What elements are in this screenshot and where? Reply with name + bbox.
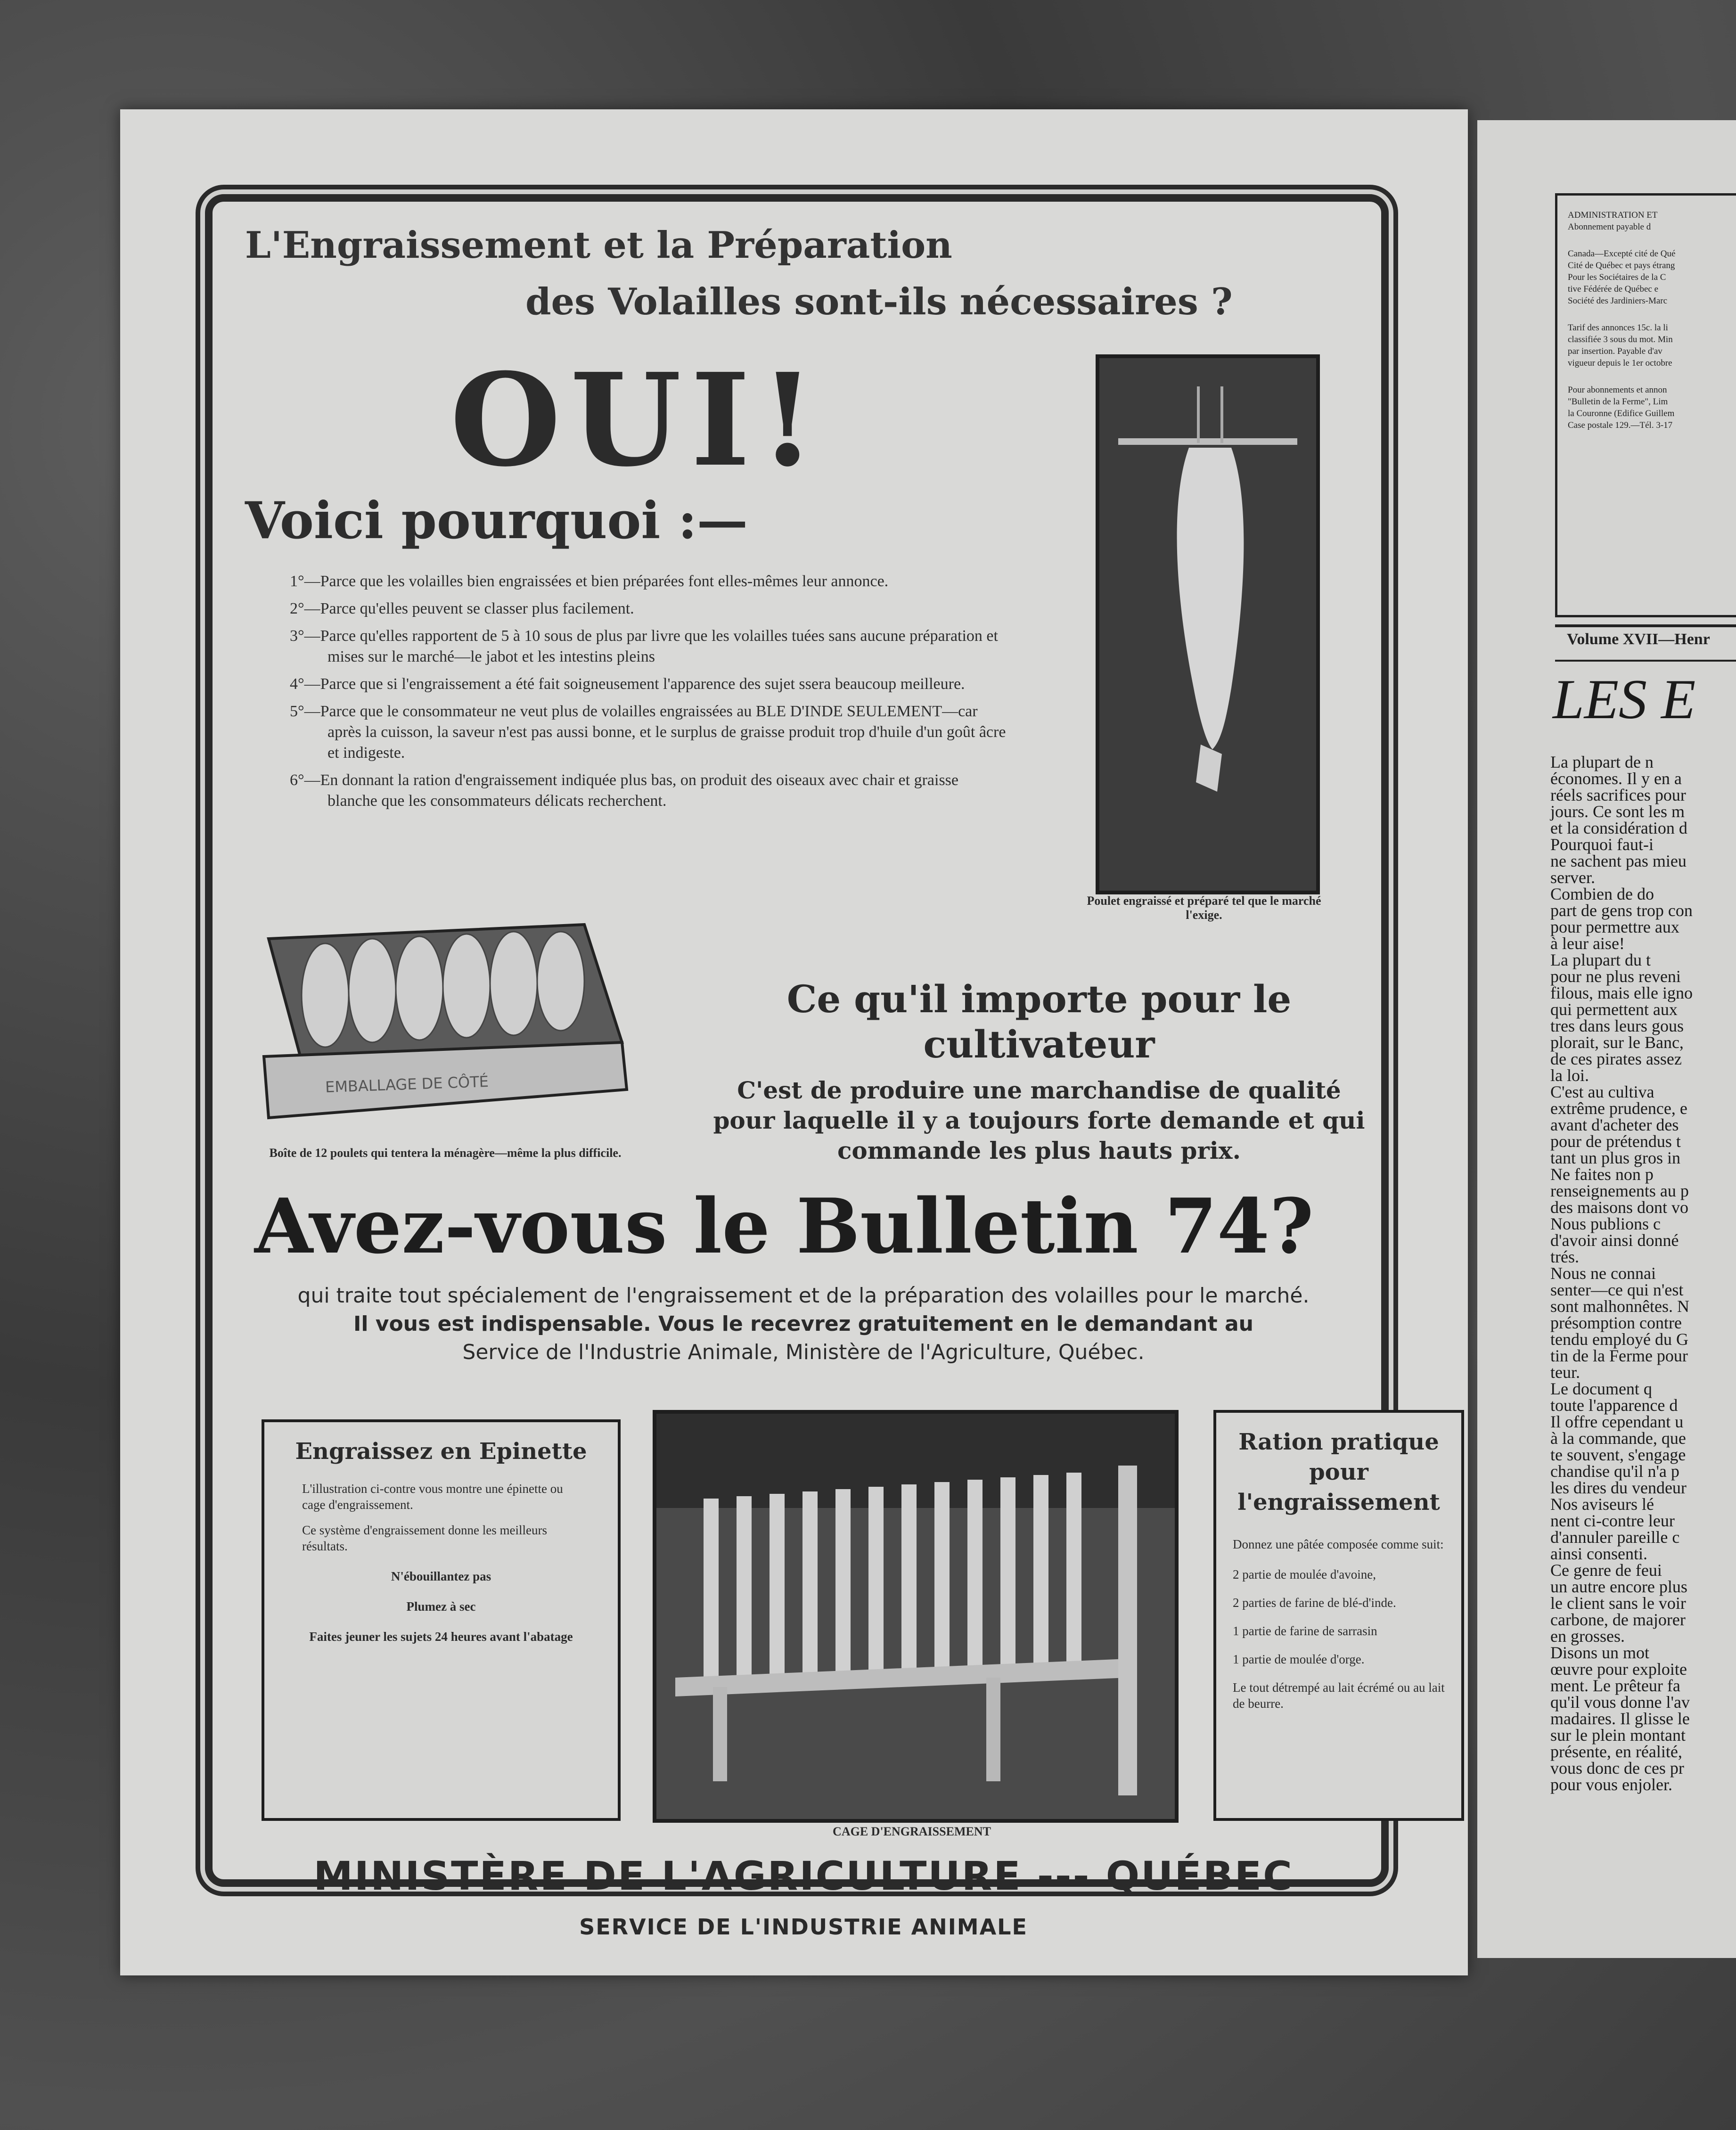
chicken-box-illustration [254,920,631,1132]
epinette-p5: Faites jeuner les sujets 24 heures avant l'abatage [309,1630,573,1644]
ad-title-line2: des Volailles sont-ils nécessaires ? [525,280,1233,323]
article-line: qu'il vous donne l'av [1550,1693,1690,1712]
article-line: jours. Ce sont les m [1550,802,1685,821]
article-line: ainsi consenti. [1550,1544,1647,1563]
article-line: en grosses. [1550,1627,1625,1646]
import-title: Ce qu'il importe pour le cultivateur [786,977,1292,1066]
article-line: server. [1550,868,1595,887]
article-line: madaires. Il glisse le [1550,1709,1690,1728]
article-line: chandise qu'il n'a p [1550,1462,1679,1481]
admin-line: ADMINISTRATION ET [1568,210,1658,220]
article-line: La plupart de n [1550,753,1654,771]
rule [1555,624,1736,627]
article-line: qui permettent aux [1550,1000,1678,1019]
admin-line: Cité de Québec et pays étrang [1568,261,1675,270]
ration-item: 1 partie de farine de sarrasin [1233,1624,1377,1638]
poulet-illustration [1099,358,1316,891]
article-line: plorait, sur le Banc, [1550,1033,1684,1052]
cage-caption: CAGE D'ENGRAISSEMENT [833,1825,991,1838]
article-line: carbone, de majorer [1550,1610,1686,1629]
admin-line: classifiée 3 sous du mot. Min [1568,335,1673,344]
article-line: Nos aviseurs lé [1550,1495,1654,1514]
article-line: ne sachent pas mieu [1550,852,1687,870]
article-line: filous, mais elle igno [1550,983,1693,1002]
article-line: nent ci-contre leur [1550,1511,1675,1530]
ministere-heading: MINISTÈRE DE L'AGRICULTURE --- QUÉBEC [313,1853,1294,1899]
bulletin-line3: Service de l'Industrie Animale, Ministère de l'Agriculture, Québec. [462,1340,1145,1364]
article-line: œuvre pour exploite [1550,1660,1687,1679]
poulet-caption: Poulet engraissé et préparé tel que le marché l'exige. [1087,894,1321,922]
oui-headline: OUI! [450,345,825,495]
cage-illustration [656,1414,1175,1819]
article-line: les dires du vendeur [1550,1478,1687,1497]
epinette-p2: Ce système d'engraissement donne les meilleurs résultats. [302,1523,547,1553]
article-line: Ne faites non p [1550,1165,1654,1184]
epinette-p4: Plumez à sec [406,1599,476,1614]
admin-line: Société des Jardiniers-Marc [1568,296,1668,306]
article-line: tin de la Ferme pour [1550,1346,1688,1365]
right-headline: LES E [1553,668,1696,730]
article-line: te souvent, s'engage [1550,1445,1686,1464]
cage-photo [653,1410,1179,1823]
ration-title: Ration pratique pour l'engraissement [1237,1429,1440,1516]
admin-line: Canada—Excepté cité de Qué [1568,249,1676,259]
article-line: réels sacrifices pour [1550,786,1686,804]
ration-item: Le tout détrempé au lait écrémé ou au lait de beurre. [1233,1680,1445,1711]
article-line: ment. Le prêteur fa [1550,1676,1680,1695]
bulletin-line2: Il vous est indispensable. Vous le recevrez gratuitement en le demandant au [353,1312,1253,1336]
reason-item: 3°—Parce qu'elles rapportent de 5 à 10 sous de plus par livre que les volailles tuées sans aucune préparation et mises sur le marché—le jabot et les intestins pleins [290,627,998,665]
article-line: trés. [1550,1247,1579,1266]
article-line: Le document q [1550,1379,1652,1398]
left-page [120,109,1468,1975]
reason-item: 2°—Parce qu'elles peuvent se classer plus facilement. [290,600,634,617]
article-line: présomption contre [1550,1313,1682,1332]
article-line: tant un plus gros in [1550,1148,1680,1167]
admin-line: Tarif des annonces 15c. la li [1568,323,1668,333]
admin-line: Pour les Sociétaires de la C [1568,272,1666,282]
article-line: la loi. [1550,1066,1589,1085]
article-line: tres dans leurs gous [1550,1016,1684,1035]
article-line: d'avoir ainsi donné [1550,1231,1679,1250]
article-line: un autre encore plus [1550,1577,1687,1596]
article-line: Nous publions c [1550,1214,1661,1233]
admin-line: par insertion. Payable d'av [1568,346,1662,356]
emballage-photo [254,920,631,1132]
reason-item: 5°—Parce que le consommateur ne veut plus de volailles engraissées au BLE D'INDE SEULEMENT—car après la cuisson, la saveur n'est pas aussi bonne, et le surplus de graisse produit trop d'huile d'un goût âcre et indigeste. [290,703,1006,762]
ration-item: 2 partie de moulée d'avoine, [1233,1567,1376,1581]
epinette-box [262,1419,621,1821]
admin-line: tive Fédérée de Québec e [1568,284,1659,294]
article-line: des maisons dont vo [1550,1198,1688,1217]
admin-line: la Couronne (Edifice Guillem [1568,409,1675,418]
admin-line: Abonnement payable d [1568,222,1651,232]
article-line: présente, en réalité, [1550,1742,1682,1761]
ration-item: 2 parties de farine de blé-d'inde. [1233,1596,1396,1610]
article-line: pour ne plus reveni [1550,967,1681,986]
article-line: Combien de do [1550,885,1654,903]
article-line: avant d'acheter des [1550,1115,1679,1134]
article-line: part de gens trop con [1550,901,1693,920]
article-line: senter—ce qui n'est [1550,1280,1684,1299]
article-line: pour permettre aux [1550,918,1679,936]
epinette-text [302,1481,580,1645]
box-caption: Boîte de 12 poulets qui tentera la ménagère—même la plus difficile. [269,1146,622,1160]
rule [1555,660,1736,662]
article-line: sont malhonnêtes. N [1550,1297,1689,1316]
article-line: Pourquoi faut-i [1550,835,1654,854]
article-line: Nous ne connai [1550,1264,1656,1283]
admin-box [1555,193,1736,617]
ration-box [1213,1410,1464,1821]
article-body [1550,754,1693,1793]
admin-line: vigueur depuis le 1er octobre [1568,358,1672,368]
epinette-title: Engraissez en Epinette [295,1438,587,1465]
poulet-photo [1096,354,1320,894]
article-line: Disons un mot [1550,1643,1650,1662]
reasons-list [290,571,1006,818]
article-line: tendu employé du G [1550,1330,1688,1349]
admin-line: Pour abonnements et annon [1568,385,1667,395]
epinette-p1: L'illustration ci-contre vous montre une épinette ou cage d'engraissement. [302,1482,563,1512]
article-line: et la considération d [1550,819,1687,837]
article-line: pour vous enjoler. [1550,1775,1672,1794]
article-line: toute l'apparence d [1550,1396,1678,1415]
reason-item: 6°—En donnant la ration d'engraissement indiquée plus bas, on produit des oiseaux avec chair et graisse blanche que les consommateurs délicats recherchent. [290,771,959,810]
article-line: économes. Il y en a [1550,769,1682,788]
article-line: C'est au cultiva [1550,1082,1654,1101]
bulletin-line1: qui traite tout spécialement de l'engraissement et de la préparation des volailles pour le marché. [297,1284,1310,1308]
article-line: renseignements au p [1550,1181,1689,1200]
admin-line: "Bulletin de la Ferme", Lim [1568,397,1668,407]
article-line: pour de prétendus t [1550,1132,1681,1151]
article-line: teur. [1550,1363,1580,1382]
admin-lines [1557,196,1736,431]
box-label: EMBALLAGE DE CÔTÉ [325,1072,489,1097]
article-line: le client sans le voir [1550,1594,1686,1613]
reason-item: 1°—Parce que les volailles bien engraissées et bien préparées font elles-mêmes leur annonce. [290,573,889,590]
article-line: de ces pirates assez [1550,1049,1682,1068]
volume-line: Volume XVII—Henr [1567,631,1710,648]
ration-text [1233,1536,1445,1712]
right-page [1477,120,1736,1958]
admin-line: Case postale 129.—Tél. 3-17 [1568,420,1673,430]
bulletin-headline: Avez-vous le Bulletin 74? [254,1182,1314,1270]
article-line: La plupart du t [1550,950,1651,969]
ad-title-line1: L'Engraissement et la Préparation [245,224,952,267]
reason-item: 4°—Parce que si l'engraissement a été fait soigneusement l'apparence des sujet ssera beaucoup meilleure. [290,675,965,693]
import-text: C'est de produire une marchandise de qualité pour laquelle il y a toujours forte demande et qui commande les plus hauts prix. [713,1076,1365,1164]
article-line: vous donc de ces pr [1550,1759,1684,1778]
article-line: extrême prudence, e [1550,1099,1687,1118]
article-line: Il offre cependant u [1550,1412,1684,1431]
voici-heading: Voici pourquoi :— [245,491,748,550]
article-line: sur le plein montant [1550,1726,1686,1745]
epinette-p3: N'ébouillantez pas [391,1569,491,1583]
article-line: à leur aise! [1550,934,1625,953]
article-line: Ce genre de feui [1550,1561,1662,1580]
article-line: d'annuler pareille c [1550,1528,1680,1547]
service-heading: SERVICE DE L'INDUSTRIE ANIMALE [579,1914,1028,1940]
ration-item: 1 partie de moulée d'orge. [1233,1652,1365,1666]
ration-intro: Donnez une pâtée composée comme suit: [1233,1537,1444,1551]
article-line: à la commande, que [1550,1429,1686,1448]
